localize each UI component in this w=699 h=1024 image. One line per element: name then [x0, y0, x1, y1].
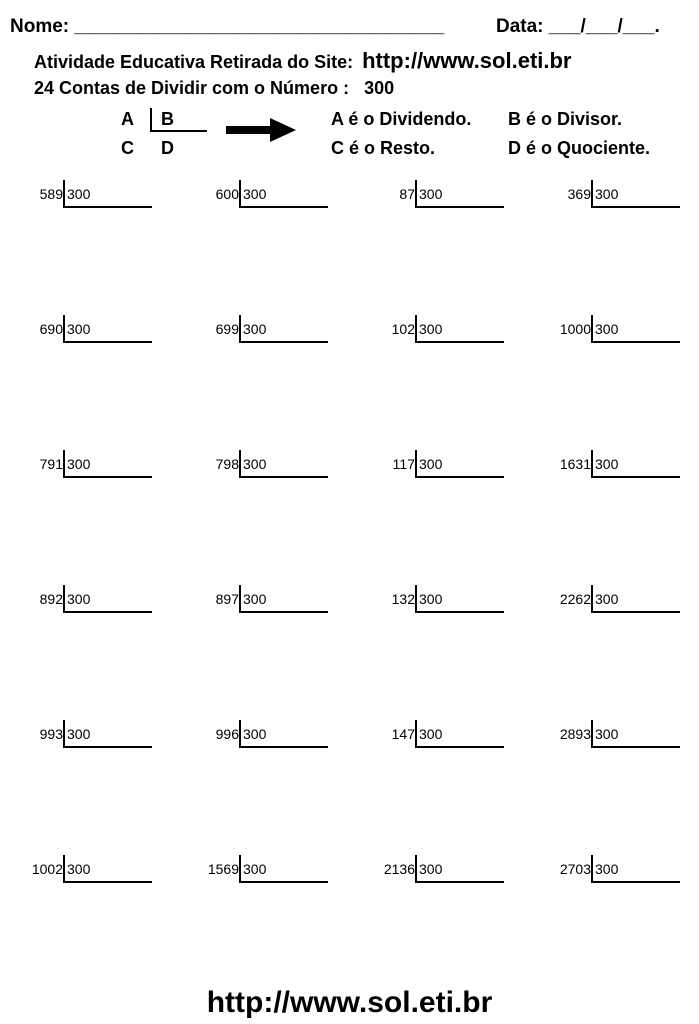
division-bar-horizontal: [415, 476, 504, 478]
division-bar-vertical: [63, 450, 65, 477]
division-bar-horizontal: [239, 341, 328, 343]
division-bar-horizontal: [63, 206, 152, 208]
dividend: 993: [39, 726, 63, 742]
division-problem: [353, 450, 513, 480]
legend-dividend-desc: A é o Dividendo.: [331, 109, 472, 129]
dividend: 87: [399, 186, 415, 202]
divisor: 300: [419, 456, 443, 472]
dividend: 1569: [207, 861, 239, 877]
legend-letter-c: C: [121, 138, 134, 158]
divisor: 300: [243, 456, 267, 472]
division-bar-horizontal: [239, 611, 328, 613]
dividend: 1002: [31, 861, 63, 877]
division-problem: [353, 585, 513, 615]
division-problem: [177, 720, 337, 750]
divisor: 300: [67, 861, 91, 877]
division-bar-vertical: [63, 855, 65, 882]
division-bar-horizontal: [591, 341, 680, 343]
division-bar-vertical: [415, 720, 417, 747]
dividend: 132: [391, 591, 415, 607]
division-problem: [1, 855, 161, 885]
division-bar-vertical: [591, 315, 593, 342]
division-bar-vertical: [591, 720, 593, 747]
division-problem: [529, 180, 689, 210]
divisor: 300: [595, 591, 619, 607]
division-bar-vertical: [239, 585, 241, 612]
division-problem: [177, 855, 337, 885]
divisor: 300: [243, 186, 267, 202]
division-bar-vertical: [591, 180, 593, 207]
division-problem: [529, 720, 689, 750]
division-problem: [353, 855, 513, 885]
site-label: Atividade Educativa Retirada do Site:: [34, 52, 354, 72]
division-problem: [529, 855, 689, 885]
division-bar-vertical: [415, 450, 417, 477]
divisor: 300: [243, 591, 267, 607]
division-problem: [1, 180, 161, 210]
division-bar-vertical: [239, 180, 241, 207]
division-problem: [1, 720, 161, 750]
division-problem: [1, 315, 161, 345]
date-field-label: Data: ___/___/___.: [496, 16, 660, 37]
dividend: 2136: [383, 861, 415, 877]
division-bar-horizontal: [591, 476, 680, 478]
divisor: 300: [595, 186, 619, 202]
division-bar-horizontal: [239, 206, 328, 208]
site-url: http://www.sol.eti.br: [362, 48, 572, 73]
division-bar-vertical: [415, 180, 417, 207]
dividend: 2262: [559, 591, 591, 607]
division-bar-horizontal: [63, 341, 152, 343]
division-bar-horizontal: [239, 881, 328, 883]
divisor: 300: [67, 456, 91, 472]
dividend: 996: [215, 726, 239, 742]
division-bar-horizontal: [239, 476, 328, 478]
divisor: 300: [595, 456, 619, 472]
division-bar-vertical: [63, 180, 65, 207]
dividend: 2893: [559, 726, 591, 742]
legend-letter-b: B: [161, 109, 174, 129]
division-bar-horizontal: [63, 611, 152, 613]
division-bar-horizontal: [239, 746, 328, 748]
legend-division-bar-horizontal: [150, 130, 207, 132]
divisor: 300: [595, 861, 619, 877]
divisor: 300: [595, 321, 619, 337]
legend-letter-d: D: [161, 138, 174, 158]
name-field-label: Nome: ___________________________________: [10, 16, 445, 37]
divisor: 300: [419, 591, 443, 607]
division-problem: [1, 450, 161, 480]
legend-remainder-desc: C é o Resto.: [331, 138, 436, 158]
dividend: 791: [39, 456, 63, 472]
dividend: 369: [567, 186, 591, 202]
division-bar-vertical: [63, 315, 65, 342]
division-problem: [177, 585, 337, 615]
division-problem: [353, 180, 513, 210]
division-bar-horizontal: [591, 206, 680, 208]
dividend: 117: [392, 456, 415, 472]
worksheet-title-label: 24 Contas de Dividir com o Número :: [34, 78, 350, 98]
division-bar-vertical: [415, 315, 417, 342]
division-bar-vertical: [239, 720, 241, 747]
division-bar-horizontal: [63, 476, 152, 478]
divisor: 300: [419, 861, 443, 877]
division-bar-horizontal: [415, 611, 504, 613]
right-arrow-icon: [226, 115, 298, 145]
division-bar-horizontal: [591, 746, 680, 748]
divisor: 300: [67, 321, 91, 337]
divisor: 300: [419, 726, 443, 742]
divisor: 300: [67, 186, 91, 202]
division-problem: [353, 315, 513, 345]
dividend: 102: [391, 321, 415, 337]
divisor: 300: [243, 321, 267, 337]
dividend: 2703: [559, 861, 591, 877]
dividend: 147: [391, 726, 415, 742]
division-bar-vertical: [415, 855, 417, 882]
footer-url: http://www.sol.eti.br: [206, 986, 493, 1019]
division-bar-horizontal: [415, 881, 504, 883]
dividend: 897: [215, 591, 239, 607]
dividend: 892: [39, 591, 63, 607]
worksheet-title: [34, 78, 394, 99]
divisor: 300: [67, 726, 91, 742]
division-bar-vertical: [415, 585, 417, 612]
divisor: 300: [419, 186, 443, 202]
division-problem: [177, 450, 337, 480]
dividend: 1000: [559, 321, 591, 337]
dividend: 600: [215, 186, 239, 202]
division-problem: [177, 180, 337, 210]
worksheet-number: 300: [364, 78, 395, 98]
division-bar-vertical: [239, 855, 241, 882]
division-bar-vertical: [239, 315, 241, 342]
legend-divisor-desc: B é o Divisor.: [508, 109, 623, 129]
dividend: 798: [215, 456, 239, 472]
divisor: 300: [243, 726, 267, 742]
divisor: 300: [419, 321, 443, 337]
division-problem: [529, 585, 689, 615]
division-problem: [353, 720, 513, 750]
divisor: 300: [243, 861, 267, 877]
division-bar-horizontal: [415, 746, 504, 748]
site-attribution: [34, 48, 572, 74]
division-bar-vertical: [63, 585, 65, 612]
legend-division-bar-vertical: [150, 108, 152, 131]
divisor: 300: [595, 726, 619, 742]
dividend: 589: [39, 186, 63, 202]
division-bar-horizontal: [591, 881, 680, 883]
dividend: 1631: [559, 456, 591, 472]
legend-letter-a: A: [121, 109, 134, 129]
division-problem: [529, 450, 689, 480]
division-bar-horizontal: [415, 341, 504, 343]
division-bar-vertical: [239, 450, 241, 477]
division-bar-horizontal: [63, 881, 152, 883]
division-problem: [529, 315, 689, 345]
dividend: 699: [215, 321, 239, 337]
division-problem: [177, 315, 337, 345]
division-bar-horizontal: [63, 746, 152, 748]
division-problem: [1, 585, 161, 615]
dividend: 690: [39, 321, 63, 337]
division-bar-vertical: [591, 450, 593, 477]
division-bar-vertical: [591, 855, 593, 882]
divisor: 300: [67, 591, 91, 607]
division-bar-horizontal: [415, 206, 504, 208]
legend-quotient-desc: D é o Quociente.: [508, 138, 651, 158]
division-bar-vertical: [63, 720, 65, 747]
division-bar-horizontal: [591, 611, 680, 613]
division-bar-vertical: [591, 585, 593, 612]
